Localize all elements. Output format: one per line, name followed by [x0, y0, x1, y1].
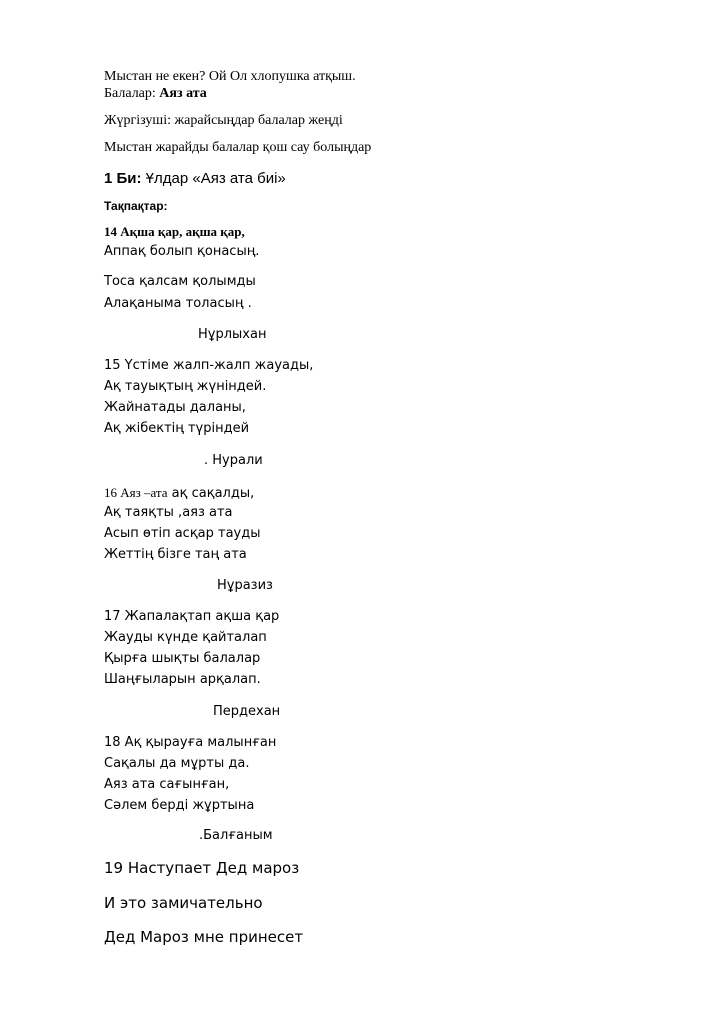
intro-line-4: Мыстан жарайды балалар қош сау болыңдар: [104, 140, 372, 155]
poem-14-author: Нұрлыхан: [198, 327, 267, 342]
poem-17-line-4: Шаңғыларын арқалап.: [104, 672, 261, 687]
poem-17-line-1: 17 Жапалақтап ақша қар: [104, 609, 280, 624]
poem-14-line-4: Алақаныма толасың .: [104, 296, 252, 311]
intro-line-2-prefix: Балалар:: [104, 86, 160, 101]
poem-14-line-2: Аппақ болып қонасың.: [104, 244, 260, 259]
section-label: Тақпақтар:: [104, 199, 168, 213]
poem-15-author: . Нурали: [204, 453, 263, 468]
poem-18-line-2: Сақалы да мұрты да.: [104, 756, 250, 771]
poem-15-line-4: Ақ жібектің түріндей: [104, 421, 250, 436]
poem-17-line-2: Жауды күнде қайталап: [104, 630, 267, 645]
poem-17-author: Пердехан: [213, 704, 281, 719]
poem-14-line-1: 14 Ақша қар, ақша қар,: [104, 224, 245, 239]
poem-16-line-1: [104, 485, 254, 501]
intro-line-3: Жүргізуші: жарайсыңдар балалар жеңді: [104, 113, 343, 128]
intro-line-1: Мыстан не екен? Ой Ол хлопушка атқыш.: [104, 69, 356, 84]
poem-15-line-3: Жайнатады даланы,: [104, 400, 246, 415]
poem-16-line-1-rest: ақ сақалды,: [167, 486, 255, 501]
dance-text: Ұлдар «Аяз ата биі»: [141, 170, 286, 187]
russian-line-1: 19 Наступает Дед мароз: [104, 859, 300, 877]
poem-15-line-2: Ақ тауықтың жүніндей.: [104, 379, 267, 394]
poem-18-line-4: Сәлем берді жұртына: [104, 798, 255, 813]
russian-line-3: Дед Мароз мне принесет: [104, 928, 304, 946]
intro-line-2: [104, 87, 207, 101]
poem-16-line-3: Асып өтіп асқар тауды: [104, 526, 261, 541]
poem-15-line-1: 15 Үстіме жалп-жалп жауады,: [104, 358, 314, 373]
intro-line-2-bold: Аяз ата: [159, 86, 207, 101]
poem-16-line-1-prefix: 16 Аяз –ата: [104, 485, 168, 500]
russian-line-2: И это замичательно: [104, 894, 263, 912]
poem-18-line-1: 18 Ақ қырауға малынған: [104, 735, 277, 750]
poem-17-line-3: Қырға шықты балалар: [104, 651, 261, 666]
poem-18-author: .Балғаным: [199, 828, 273, 843]
poem-14-line-3: Тоса қалсам қолымды: [104, 274, 256, 289]
poem-16-line-2: Ақ таяқты ,аяз ата: [104, 505, 233, 520]
dance-heading: [104, 171, 286, 186]
poem-18-line-3: Аяз ата сағынған,: [104, 777, 230, 792]
poem-16-author: Нұразиз: [217, 578, 273, 593]
poem-16-line-4: Жеттің бізге таң ата: [104, 547, 247, 562]
dance-label: 1 Би:: [104, 170, 142, 187]
